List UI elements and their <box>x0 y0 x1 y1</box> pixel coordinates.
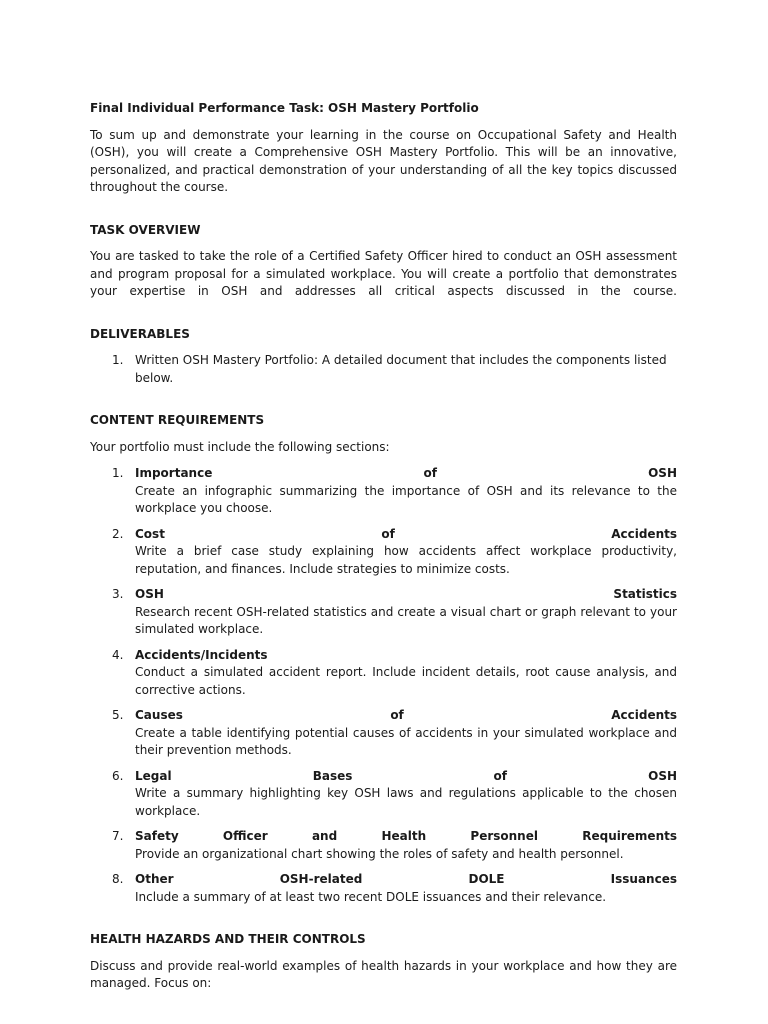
item-description: Create a table identifying potential causes of accidents in your simulated workplace and their prevention methods. <box>135 725 677 757</box>
item-number: 6. <box>112 768 124 783</box>
item-description: Provide an organizational chart showing the roles of safety and health personnel. <box>135 846 624 861</box>
item-title: Accidents/Incidents <box>135 647 268 662</box>
item-number: 2. <box>112 526 124 541</box>
health-hazards-heading: HEALTH HAZARDS AND THEIR CONTROLS <box>90 932 366 946</box>
item-description: Create an infographic summarizing the importance of OSH and its relevance to the workplace you choose. <box>135 483 677 515</box>
item-title: Causes of Accidents <box>135 708 677 722</box>
content-requirements-intro: Your portfolio must include the following sections: <box>90 439 390 454</box>
list-item <box>90 526 677 579</box>
task-overview-section <box>90 222 677 301</box>
item-number: 1. <box>112 466 124 480</box>
list-item <box>90 586 677 639</box>
deliverables-heading: DELIVERABLES <box>90 326 190 341</box>
item-description: Include a summary of at least two recent DOLE issuances and their relevance. <box>135 889 607 904</box>
health-hazards-text: Discuss and provide real-world examples of health hazards in your workplace and how they are managed. Focus on: <box>90 958 677 990</box>
item-title: Safety Officer and Health Personnel Requirements <box>135 829 677 843</box>
document-page <box>90 100 677 993</box>
content-requirements-list <box>90 465 677 906</box>
deliverables-section <box>90 326 677 388</box>
task-overview-heading: TASK OVERVIEW <box>90 222 201 237</box>
item-description: Research recent OSH-related statistics and create a visual chart or graph relevant to your simulated workplace. <box>135 604 677 636</box>
list-item <box>90 828 677 863</box>
list-item <box>90 768 677 821</box>
content-requirements-heading: CONTENT REQUIREMENTS <box>90 413 265 427</box>
item-title: Importance of OSH <box>135 466 677 480</box>
item-title: Other OSH-related DOLE Issuances <box>135 872 677 886</box>
item-title: Cost of Accidents <box>135 526 677 541</box>
item-title: OSH Statistics <box>135 587 677 601</box>
item-number: 8. <box>112 872 124 886</box>
item-description: Conduct a simulated accident report. Include incident details, root cause analysis, and corrective actions. <box>135 665 677 697</box>
item-number: 7. <box>112 829 124 843</box>
task-overview-text: You are tasked to take the role of a Certified Safety Officer hired to conduct an OSH assessment and program proposal for a simulated workplace. You will create a portfolio that demonstrates your expertise in OSH and addresses all critical aspects discussed in the course. <box>90 249 677 298</box>
content-requirements-section <box>90 412 677 906</box>
item-description: Write a summary highlighting key OSH laws and regulations applicable to the chosen workplace. <box>135 786 677 818</box>
document-title: Final Individual Performance Task: OSH Mastery Portfolio <box>90 101 479 115</box>
list-item <box>90 871 677 906</box>
deliverable-item <box>90 352 677 387</box>
item-title: Legal Bases of OSH <box>135 768 677 783</box>
deliverable-text: Written OSH Mastery Portfolio: A detailed document that includes the components listed below. <box>135 353 667 385</box>
list-item <box>90 647 677 700</box>
item-description: Write a brief case study explaining how accidents affect workplace productivity, reputation, and finances. Include strategies to minimize costs. <box>135 544 677 576</box>
item-number: 5. <box>112 708 124 722</box>
item-number: 4. <box>112 647 124 662</box>
deliverable-number: 1. <box>112 353 124 367</box>
list-item <box>90 707 677 760</box>
health-hazards-section <box>90 931 677 993</box>
intro-paragraph: To sum up and demonstrate your learning in the course on Occupational Safety and Health (OSH), you will create a Comprehensive OSH Mastery Portfolio. This will be an innovative, personalized, and practical demonstration of your understanding of all the key topics discussed throughout the course. <box>90 127 677 194</box>
item-number: 3. <box>112 587 124 601</box>
list-item <box>90 465 677 518</box>
